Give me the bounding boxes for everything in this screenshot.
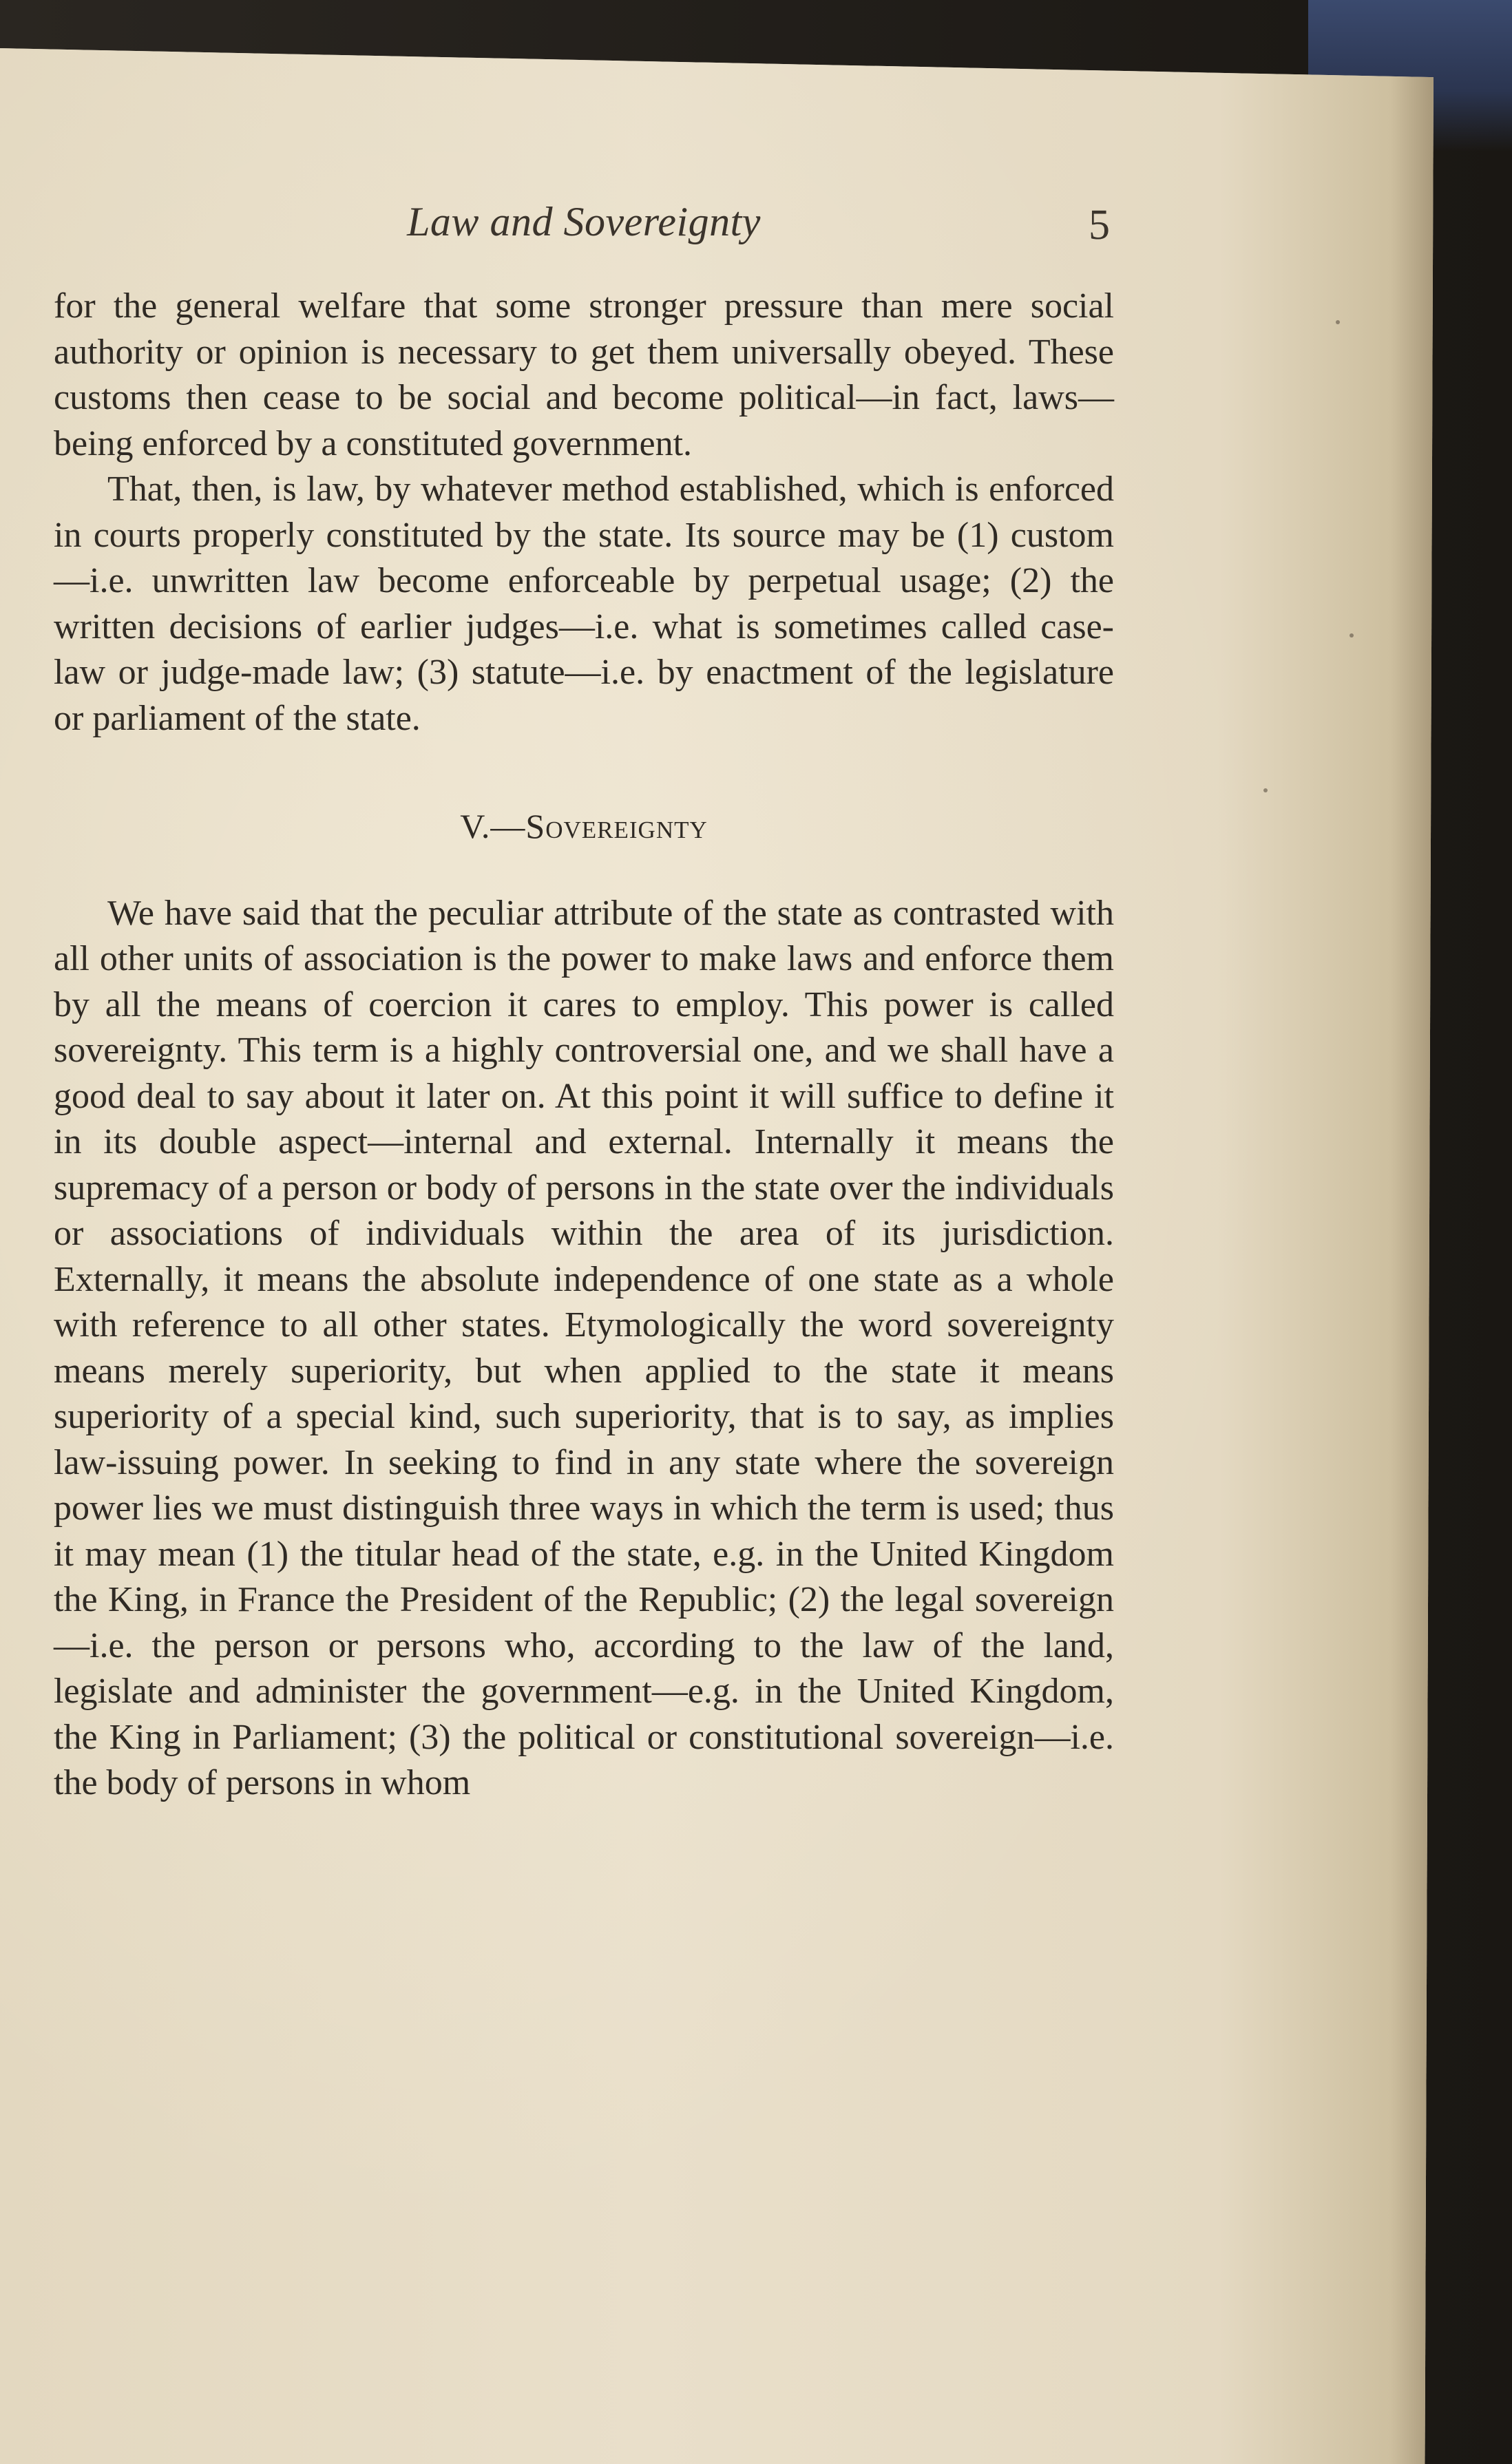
paragraph-continuation: for the general welfare that some stronger pressure than mere social authority or opinion is necessary to get them universally obeyed. These customs then cease to be social and become political—in fact, laws—being enforced by a constituted government. bbox=[54, 286, 1114, 463]
section-heading bbox=[54, 803, 1114, 850]
section-heading-word: Sovereignty bbox=[525, 807, 708, 845]
body-text bbox=[54, 284, 1114, 1807]
paragraph-law-definition: That, then, is law, by whatever method established, which is enforced in courts properly constituted by the state. Its source may be (1) custom—i.e. unwritten law become enforceable by perpetual usage; (2) the written decisions of earlier judges—i.e. what is sometimes called case-law or judge-made law; (3) statute—i.e. by enactment of the legislature or parliament of the state. bbox=[54, 470, 1114, 738]
paper-speck bbox=[1263, 788, 1268, 792]
page-number: 5 bbox=[1089, 202, 1110, 249]
paper-speck bbox=[1336, 320, 1340, 324]
paper-speck bbox=[1350, 633, 1354, 638]
section-heading-number: V.— bbox=[460, 807, 526, 845]
running-head bbox=[54, 194, 1114, 256]
paragraph-sovereignty: We have said that the peculiar attribute of the state as contrasted with all other units of association is the power to make laws and enforce them by all the means of coercion it cares to employ. This power is called sovereignty. This term is a highly controversial one, and we shall have a good deal to say about it later on. At this point it will suffice to define it in its double aspect—internal and external. Internally it means the supremacy of a person or body of persons in the state over the individuals or associations of individuals within the area of its jurisdiction. Externally, it means the absolute independence of one state as a whole with reference to all other states. Etymologically the word sovereignty means merely superiority, but when applied to the state it means superiority of a special kind, such superiority, that is to say, as implies law-issuing power. In seeking to find in any state where the sovereign power lies we must distinguish three ways in which the term is used; thus it may mean (1) the titular head of the state, e.g. in the United Kingdom the King, in France the President of the Republic; (2) the legal sovereign —i.e. the person or persons who, according to the law of the land, legislate and administer the government—e.g. in the United Kingdom, the King in Parliament; (3) the political or constitutional sovereign—i.e. the body of persons in whom bbox=[54, 893, 1114, 1802]
running-title: Law and Sovereignty bbox=[407, 199, 761, 244]
